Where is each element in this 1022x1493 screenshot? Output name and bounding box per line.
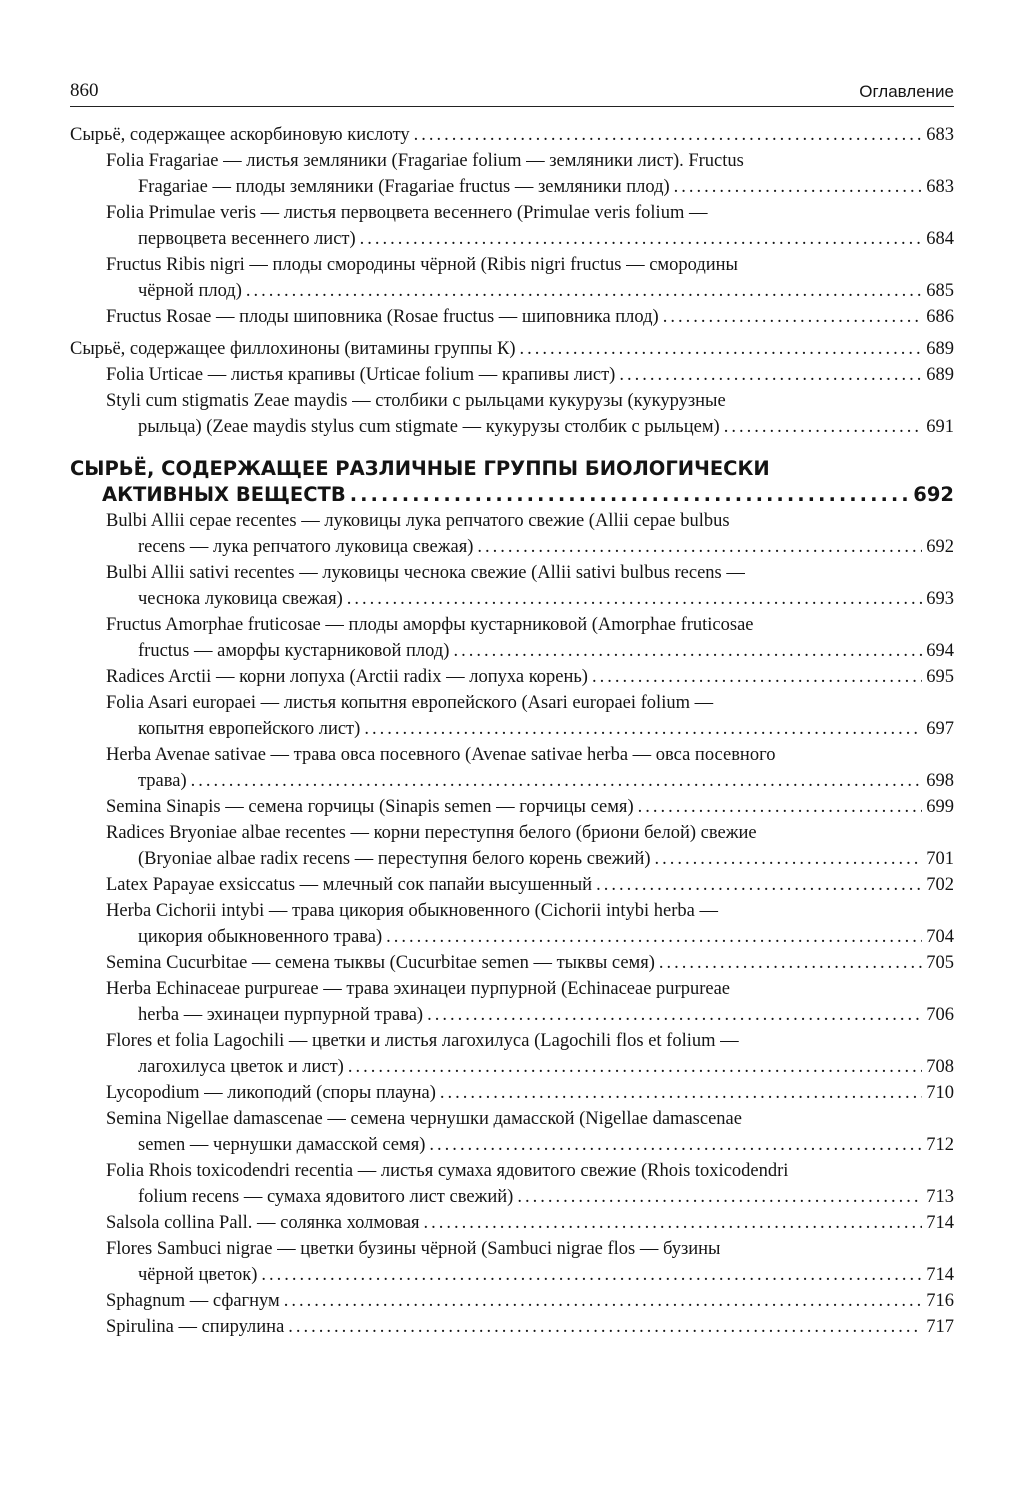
- toc-entry-last-line: [106, 1132, 954, 1158]
- dot-leader: [348, 1054, 922, 1080]
- toc-entry-last-line: [106, 534, 954, 560]
- toc-entry[interactable]: [70, 1080, 954, 1106]
- dot-leader: [724, 414, 923, 440]
- toc-entry-text-line: Folia Rhois toxicodendri recentia — листья сумаха ядовитого свежие (Rhois toxicodendri: [106, 1161, 789, 1181]
- toc-entry-text: копытня европейского лист): [138, 719, 361, 739]
- dot-leader: [284, 1288, 923, 1314]
- toc-entry-text: АКТИВНЫХ ВЕЩЕСТВ: [102, 483, 346, 506]
- dot-leader: [638, 794, 923, 820]
- toc-page-number: 683: [926, 177, 954, 197]
- toc-entry-last-line: [106, 638, 954, 664]
- dot-leader: [424, 1210, 923, 1236]
- toc-entry[interactable]: [70, 690, 954, 742]
- toc-entry[interactable]: [70, 976, 954, 1028]
- toc-page-number: 685: [926, 281, 954, 301]
- toc-entry-text: Сырьё, содержащее филлохиноны (витамины группы К): [70, 339, 516, 359]
- toc-page-number: 705: [926, 953, 954, 973]
- toc-entry-text-line: Bulbi Allii cepae recentes — луковицы лука репчатого свежие (Allii cepae bulbus: [106, 511, 730, 531]
- dot-leader: [364, 716, 922, 742]
- toc-entry-text-line: Flores Sambuci nigrae — цветки бузины чёрной (Sambuci nigrae flos — бузины: [106, 1239, 721, 1259]
- toc-entry-last-line: [106, 768, 954, 794]
- toc-entry[interactable]: [70, 950, 954, 976]
- toc-entry[interactable]: [70, 1210, 954, 1236]
- toc-entry[interactable]: [70, 200, 954, 252]
- toc-entry[interactable]: [70, 148, 954, 200]
- toc-page-number: 686: [926, 307, 954, 327]
- toc-entry-text-line: Bulbi Allii sativi recentes — луковицы чеснока свежие (Allii sativi bulbus recens —: [106, 563, 745, 583]
- toc-page-number: 694: [926, 641, 954, 661]
- toc-entry-last-line: [106, 278, 954, 304]
- toc-entry-last-line: [106, 414, 954, 440]
- toc-entry-text-line: Flores et folia Lagochili — цветки и листья лагохилуса (Lagochili flos et folium —: [106, 1031, 739, 1051]
- toc-entry-text: Semina Sinapis — семена горчицы (Sinapis semen — горчицы семя): [106, 797, 634, 817]
- toc-entry-text: Latex Papayae exsiccatus — млечный сок папайи высушенный: [106, 875, 593, 895]
- toc-entry-last-line: [106, 1002, 954, 1028]
- dot-leader: [347, 586, 923, 612]
- toc-entry-text: folium recens — сумаха ядовитого лист свежий): [138, 1187, 514, 1207]
- toc-entry-last-line: [106, 586, 954, 612]
- dot-leader: [261, 1262, 922, 1288]
- toc-page-number: 699: [926, 797, 954, 817]
- toc-entry[interactable]: [70, 742, 954, 794]
- running-title: Оглавление: [859, 82, 954, 101]
- toc-page-number: 693: [926, 589, 954, 609]
- toc-entry-text: трава): [138, 771, 187, 791]
- toc-page-number: 695: [926, 667, 954, 687]
- toc-page-number: 692: [926, 537, 954, 557]
- toc-entry[interactable]: [70, 1314, 954, 1340]
- toc-entry-last-line: [106, 1262, 954, 1288]
- toc-entry-text-line: СЫРЬЁ, СОДЕРЖАЩЕЕ РАЗЛИЧНЫЕ ГРУППЫ БИОЛОГИЧЕСКИ: [70, 457, 770, 480]
- toc-page-number: 697: [926, 719, 954, 739]
- toc-entry[interactable]: [70, 1288, 954, 1314]
- dot-leader: [288, 1314, 922, 1340]
- toc-entry-text-line: Herba Echinaceae purpureae — трава эхинацеи пурпурной (Echinaceae purpureae: [106, 979, 730, 999]
- toc-entry-text-line: Herba Avenae sativae — трава овса посевного (Avenae sativae herba — овса посевного: [106, 745, 776, 765]
- toc-entry-text-line: Styli cum stigmatis Zeae maydis — столбики с рыльцами кукурузы (кукурузные: [106, 391, 726, 411]
- toc-entry-text-line: Semina Nigellae damascenae — семена чернушки дамасской (Nigellae damascenae: [106, 1109, 742, 1129]
- dot-leader: [246, 278, 922, 304]
- toc-entry-last-line: [106, 362, 954, 388]
- dot-leader: [350, 482, 910, 508]
- toc-entry-last-line: [70, 482, 954, 508]
- toc-page-number: 714: [926, 1213, 954, 1233]
- toc-page-number: 710: [926, 1083, 954, 1103]
- toc-entry-last-line: [106, 1314, 954, 1340]
- toc-entry[interactable]: [70, 560, 954, 612]
- toc-entry-text: Fructus Rosae — плоды шиповника (Rosae fructus — шиповника плод): [106, 307, 659, 327]
- toc-entry-text: рыльца) (Zeae maydis stylus cum stigmate — кукурузы столбик с рыльцем): [138, 417, 720, 437]
- toc-entry-text: цикория обыкновенного трава): [138, 927, 383, 947]
- toc-entry-text: Salsola collina Pall. — солянка холмовая: [106, 1213, 420, 1233]
- dot-leader: [592, 664, 922, 690]
- toc-entry-text: Сырьё, содержащее аскорбиновую кислоту: [70, 125, 410, 145]
- dot-leader: [414, 122, 923, 148]
- toc-entry-last-line: [106, 794, 954, 820]
- toc-page-number: 708: [926, 1057, 954, 1077]
- dot-leader: [517, 1184, 922, 1210]
- toc-entry-text-line: Folia Asari europaei — листья копытня европейского (Asari europaei folium —: [106, 693, 714, 713]
- toc-entry[interactable]: [70, 664, 954, 690]
- toc-entry[interactable]: [70, 1158, 954, 1210]
- toc-page-number: 704: [926, 927, 954, 947]
- toc-entry-text: Lycopodium — ликоподий (споры плауна): [106, 1083, 436, 1103]
- dot-leader: [429, 1132, 922, 1158]
- dot-leader: [440, 1080, 922, 1106]
- toc-entry[interactable]: [70, 1106, 954, 1158]
- dot-leader: [519, 336, 922, 362]
- toc-page-number: 683: [926, 125, 954, 145]
- toc-page-number: 684: [926, 229, 954, 249]
- toc-entry-text: Fragariae — плоды земляники (Fragariae fructus — земляники плод): [138, 177, 670, 197]
- page-number: 860: [70, 80, 99, 101]
- toc-group-entry[interactable]: [70, 122, 954, 148]
- toc-page-number: 716: [926, 1291, 954, 1311]
- toc-entry-last-line: [106, 226, 954, 252]
- toc-entry-text-line: Herba Cichorii intybi — трава цикория обыкновенного (Cichorii intybi herba —: [106, 901, 719, 921]
- toc-entry[interactable]: [70, 252, 954, 304]
- toc-entry-last-line: [106, 950, 954, 976]
- toc-page-number: 717: [926, 1317, 954, 1337]
- toc-entry-last-line: [106, 1080, 954, 1106]
- toc-entry-text: чеснока луковица свежая): [138, 589, 343, 609]
- toc-entry-text: Sphagnum — сфагнум: [106, 1291, 280, 1311]
- dot-leader: [663, 304, 923, 330]
- toc-page-number: 702: [926, 875, 954, 895]
- toc-page-number: 689: [926, 365, 954, 385]
- toc-entry-text: Spirulina — спирулина: [106, 1317, 285, 1337]
- toc-entry[interactable]: [70, 388, 954, 440]
- dot-leader: [427, 1002, 922, 1028]
- toc-entry-last-line: [106, 1054, 954, 1080]
- dot-leader: [655, 846, 923, 872]
- toc-entry-last-line: [106, 1288, 954, 1314]
- toc-entry-last-line: [106, 924, 954, 950]
- toc-entry-text: Semina Cucurbitae — семена тыквы (Cucurbitae semen — тыквы семя): [106, 953, 655, 973]
- toc-entry[interactable]: [70, 1028, 954, 1080]
- toc-entry[interactable]: [70, 872, 954, 898]
- toc-entry-last-line: [70, 122, 954, 148]
- toc-entry-text-line: Folia Primulae veris — листья первоцвета весеннего (Primulae veris folium —: [106, 203, 708, 223]
- toc-entry-last-line: [106, 664, 954, 690]
- toc-entry-text-line: Radices Bryoniae albae recentes — корни переступня белого (бриони белой) свежие: [106, 823, 757, 843]
- toc-entry-last-line: [106, 1210, 954, 1236]
- toc-entry-last-line: [106, 716, 954, 742]
- toc-entry-last-line: [106, 846, 954, 872]
- toc-entry-text: первоцвета весеннего лист): [138, 229, 356, 249]
- toc-entry-last-line: [106, 174, 954, 200]
- dot-leader: [360, 226, 923, 252]
- toc-entry[interactable]: [70, 304, 954, 330]
- toc-entry-text: чёрной плод): [138, 281, 242, 301]
- toc-page-number: 698: [926, 771, 954, 791]
- toc-section-heading[interactable]: [70, 456, 954, 508]
- toc-entry-last-line: [106, 304, 954, 330]
- toc-entry[interactable]: [70, 794, 954, 820]
- toc-group-entry[interactable]: [70, 336, 954, 362]
- dot-leader: [453, 638, 922, 664]
- toc-page-number: 713: [926, 1187, 954, 1207]
- toc-entry-text: Folia Urticae — листья крапивы (Urticae folium — крапивы лист): [106, 365, 616, 385]
- toc-entry-text: Radices Arctii — корни лопуха (Arctii radix — лопуха корень): [106, 667, 588, 687]
- toc-entry-last-line: [70, 336, 954, 362]
- dot-leader: [386, 924, 922, 950]
- toc-page-number: 712: [926, 1135, 954, 1155]
- dot-leader: [659, 950, 922, 976]
- toc-page-number: 692: [913, 483, 954, 506]
- toc-entry[interactable]: [70, 898, 954, 950]
- toc-entry[interactable]: [70, 508, 954, 560]
- toc-entry[interactable]: [70, 1236, 954, 1288]
- toc-entry-last-line: [106, 1184, 954, 1210]
- toc-page-number: 714: [926, 1265, 954, 1285]
- toc-page-number: 691: [926, 417, 954, 437]
- toc-entry[interactable]: [70, 820, 954, 872]
- toc-entry-text: fructus — аморфы кустарниковой плод): [138, 641, 450, 661]
- toc-entry-text: чёрной цветок): [138, 1265, 258, 1285]
- toc-entry-text: recens — лука репчатого луковица свежая): [138, 537, 474, 557]
- toc-entry[interactable]: [70, 612, 954, 664]
- toc-entry-text: herba — эхинацеи пурпурной трава): [138, 1005, 424, 1025]
- toc-page-number: 689: [926, 339, 954, 359]
- toc-entry-text-line: Folia Fragariae — листья земляники (Fragariae folium — земляники лист). Fructus: [106, 151, 744, 171]
- table-of-contents: [70, 122, 954, 1340]
- dot-leader: [619, 362, 922, 388]
- dot-leader: [596, 872, 922, 898]
- dot-leader: [674, 174, 923, 200]
- page-header: [70, 74, 954, 107]
- toc-entry-text: лагохилуса цветок и лист): [138, 1057, 344, 1077]
- toc-entry-text: (Bryoniae albae radix recens — переступня белого корень свежий): [138, 849, 651, 869]
- dot-leader: [191, 768, 923, 794]
- toc-entry-last-line: [106, 872, 954, 898]
- toc-page-number: 706: [926, 1005, 954, 1025]
- toc-entry-text-line: Fructus Amorphae fruticosae — плоды аморфы кустарниковой (Amorphae fruticosae: [106, 615, 754, 635]
- dot-leader: [477, 534, 922, 560]
- toc-page-number: 701: [926, 849, 954, 869]
- toc-entry-text: semen — чернушки дамасской семя): [138, 1135, 426, 1155]
- toc-entry[interactable]: [70, 362, 954, 388]
- toc-entry-text-line: Fructus Ribis nigri — плоды смородины чёрной (Ribis nigri fructus — смородины: [106, 255, 738, 275]
